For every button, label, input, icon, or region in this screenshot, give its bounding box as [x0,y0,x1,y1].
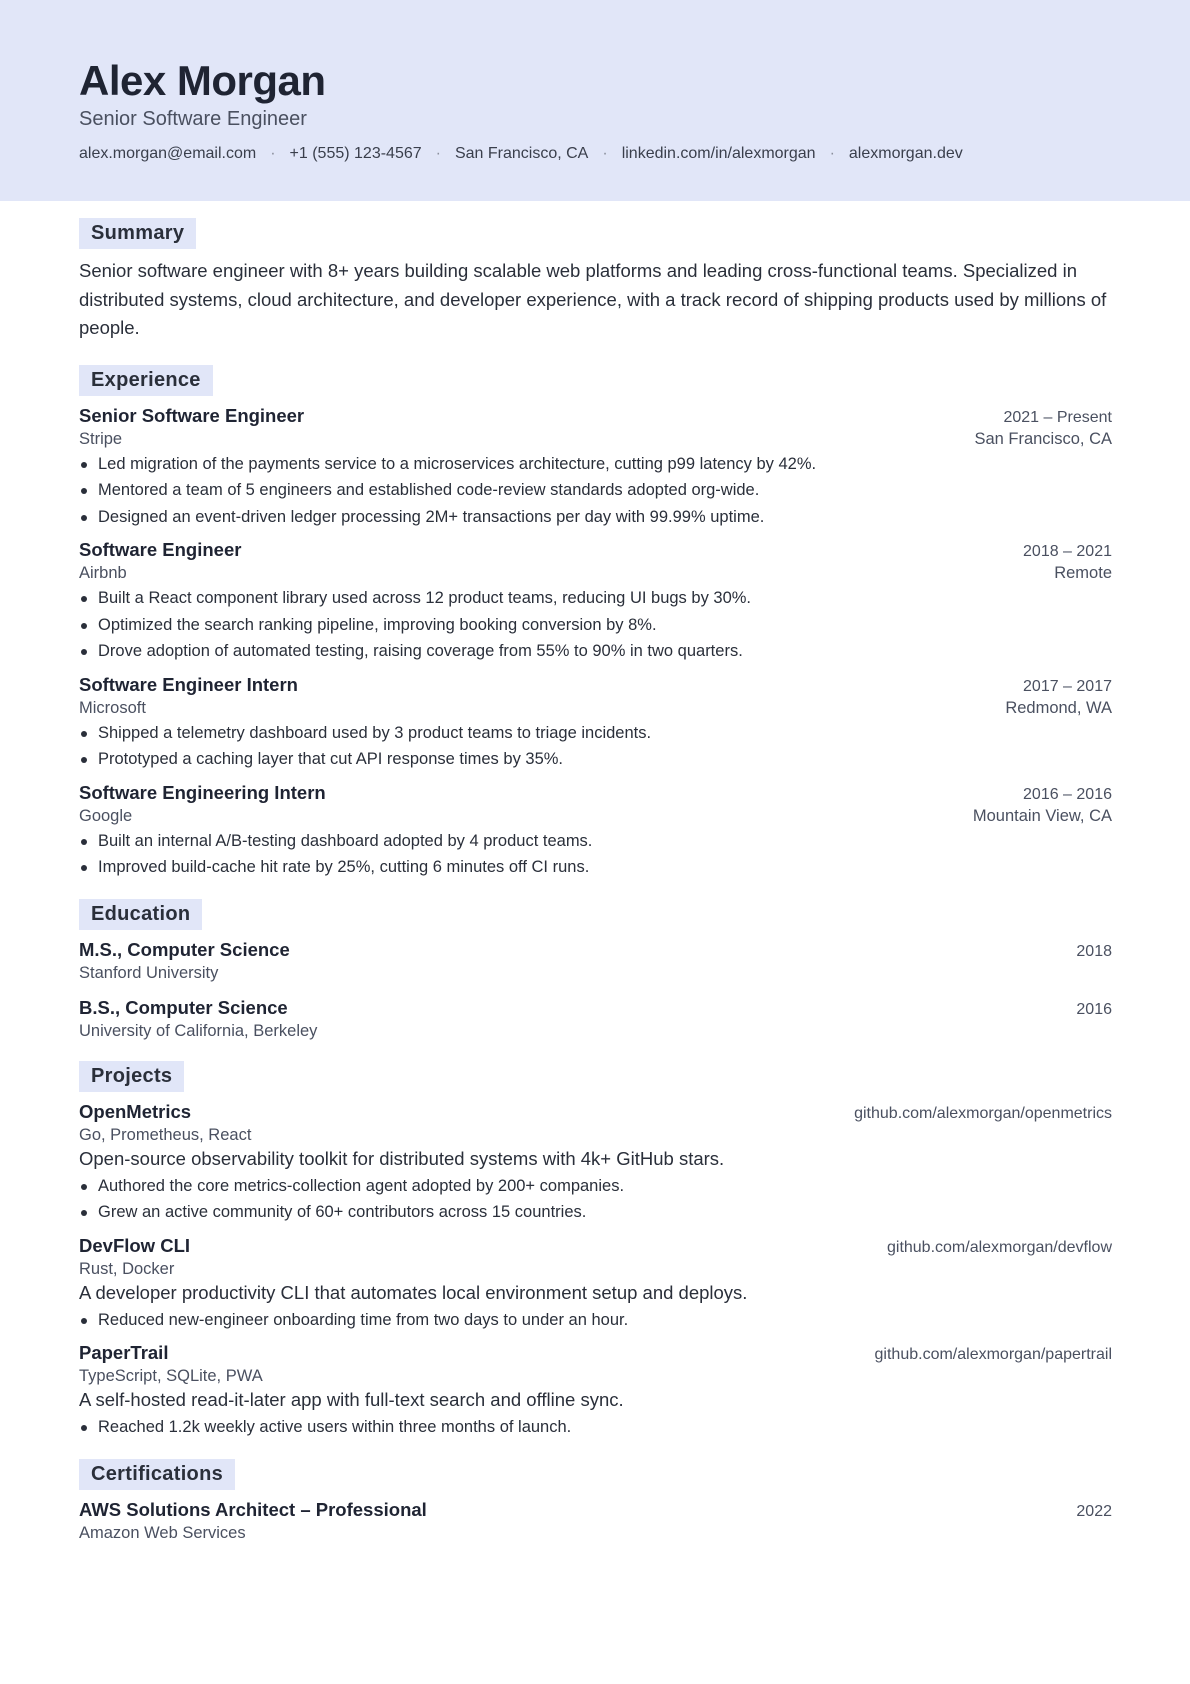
section-heading-summary: Summary [79,218,196,249]
job-dates: 2017 – 2017 [1023,677,1112,695]
contact-email[interactable]: alex.morgan@email.com [79,145,257,162]
job-bullets [79,585,1112,665]
job-location: San Francisco, CA [974,429,1112,448]
contact-separator: · [435,145,441,162]
job-dates: 2016 – 2016 [1023,785,1112,803]
contact-location: San Francisco, CA [454,145,589,162]
contact-separator: · [829,145,835,162]
summary-section [79,218,1112,343]
job-bullets [79,828,1112,881]
degree-title: B.S., Computer Science [79,996,288,1018]
list-item: Improved build-cache hit rate by 25%, cutting 6 minutes off CI runs. [79,854,1112,881]
job-dates: 2018 – 2021 [1023,543,1112,560]
experience-entry [79,782,1112,881]
experience-entry [79,405,1112,531]
project-description: A developer productivity CLI that automates local environment setup and deploys. [79,1281,748,1303]
job-company: Stripe [79,429,123,448]
certification-issuer: Amazon Web Services [79,1523,246,1542]
resume-header [0,0,1190,201]
section-heading-education: Education [79,899,202,930]
list-item: Built an internal A/B-testing dashboard adopted by 4 product teams. [79,828,1112,855]
education-year: 2018 [1076,942,1112,960]
project-tech: Go, Prometheus, React [79,1125,252,1144]
list-item: Led migration of the payments service to a microservices architecture, cutting p99 latency by 42%. [79,451,1112,478]
section-heading-experience: Experience [79,365,213,396]
project-tech: Rust, Docker [79,1259,175,1278]
certifications-section [79,1459,1112,1543]
job-dates: 2021 – Present [1003,408,1112,426]
project-name: PaperTrail [79,1342,169,1363]
school-name: University of California, Berkeley [79,1021,318,1040]
job-bullets [79,451,1112,531]
contact-website[interactable]: alexmorgan.dev [848,145,963,162]
certification-name: AWS Solutions Architect – Professional [79,1498,427,1520]
list-item: Drove adoption of automated testing, raising coverage from 55% to 90% in two quarters. [79,638,1112,665]
certification-year: 2022 [1076,1502,1112,1520]
candidate-name: Alex Morgan [79,57,326,104]
education-entry [79,939,1112,983]
list-item: Built a React component library used across 12 product teams, reducing UI bugs by 30%. [79,585,1112,612]
job-company: Airbnb [79,564,127,582]
job-title: Software Engineer [79,539,242,560]
job-company: Microsoft [79,698,146,717]
list-item: Designed an event-driven ledger processing 2M+ transactions per day with 99.99% uptime. [79,504,1112,531]
job-company: Google [79,806,133,825]
project-tech: TypeScript, SQLite, PWA [79,1367,263,1385]
contact-phone[interactable]: +1 (555) 123-4567 [289,145,422,162]
job-location: Mountain View, CA [972,806,1112,825]
list-item: Reduced new-engineer onboarding time from two days to under an hour. [79,1307,1112,1334]
contact-separator: · [270,145,276,162]
job-title: Software Engineering Intern [79,781,326,803]
project-bullets [79,1307,1112,1334]
contact-separator: · [602,145,608,162]
education-year: 2016 [1076,1000,1112,1018]
contact-line [79,145,963,163]
project-entry [79,1101,1112,1226]
list-item: Shipped a telemetry dashboard used by 3 product teams to triage incidents. [79,720,1112,747]
project-name: OpenMetrics [79,1100,192,1122]
job-location: Redmond, WA [1005,698,1112,717]
project-link[interactable]: github.com/alexmorgan/papertrail [874,1346,1112,1363]
project-entry [79,1342,1112,1441]
job-title: Software Engineer Intern [79,673,298,695]
job-location: Remote [1054,564,1112,582]
project-entry [79,1235,1112,1334]
candidate-headline: Senior Software Engineer [79,108,307,130]
contact-linkedin[interactable]: linkedin.com/in/alexmorgan [621,145,816,162]
project-name: DevFlow CLI [79,1234,191,1256]
projects-section [79,1061,1112,1441]
experience-entry [79,539,1112,665]
project-link[interactable]: github.com/alexmorgan/openmetrics [854,1104,1112,1122]
certification-entry [79,1499,1112,1543]
job-title: Senior Software Engineer [79,404,305,426]
list-item: Optimized the search ranking pipeline, improving booking conversion by 8%. [79,612,1112,639]
list-item: Mentored a team of 5 engineers and established code-review standards adopted org-wide. [79,477,1112,504]
job-bullets [79,720,1112,773]
list-item: Authored the core metrics-collection agent adopted by 200+ companies. [79,1173,1112,1200]
section-heading-certifications: Certifications [79,1459,235,1490]
experience-section [79,365,1112,881]
list-item: Reached 1.2k weekly active users within three months of launch. [79,1414,1112,1441]
summary-text: Senior software engineer with 8+ years building scalable web platforms and leading cross-functional teams. Specialized in distributed systems, cloud architecture, and developer experience, with a track record of shipping products used by millions of people. [79,260,1107,338]
school-name: Stanford University [79,963,219,982]
section-heading-projects: Projects [79,1061,184,1092]
education-entry [79,997,1112,1041]
experience-entry [79,674,1112,773]
resume-body [79,218,1112,1543]
project-bullets [79,1414,1112,1441]
project-description: A self-hosted read-it-later app with full-text search and offline sync. [79,1389,624,1410]
project-bullets [79,1173,1112,1226]
education-section [79,899,1112,1041]
project-description: Open-source observability toolkit for distributed systems with 4k+ GitHub stars. [79,1147,725,1169]
list-item: Prototyped a caching layer that cut API response times by 35%. [79,746,1112,773]
list-item: Grew an active community of 60+ contributors across 15 countries. [79,1199,1112,1226]
project-link[interactable]: github.com/alexmorgan/devflow [886,1238,1112,1256]
degree-title: M.S., Computer Science [79,938,290,960]
